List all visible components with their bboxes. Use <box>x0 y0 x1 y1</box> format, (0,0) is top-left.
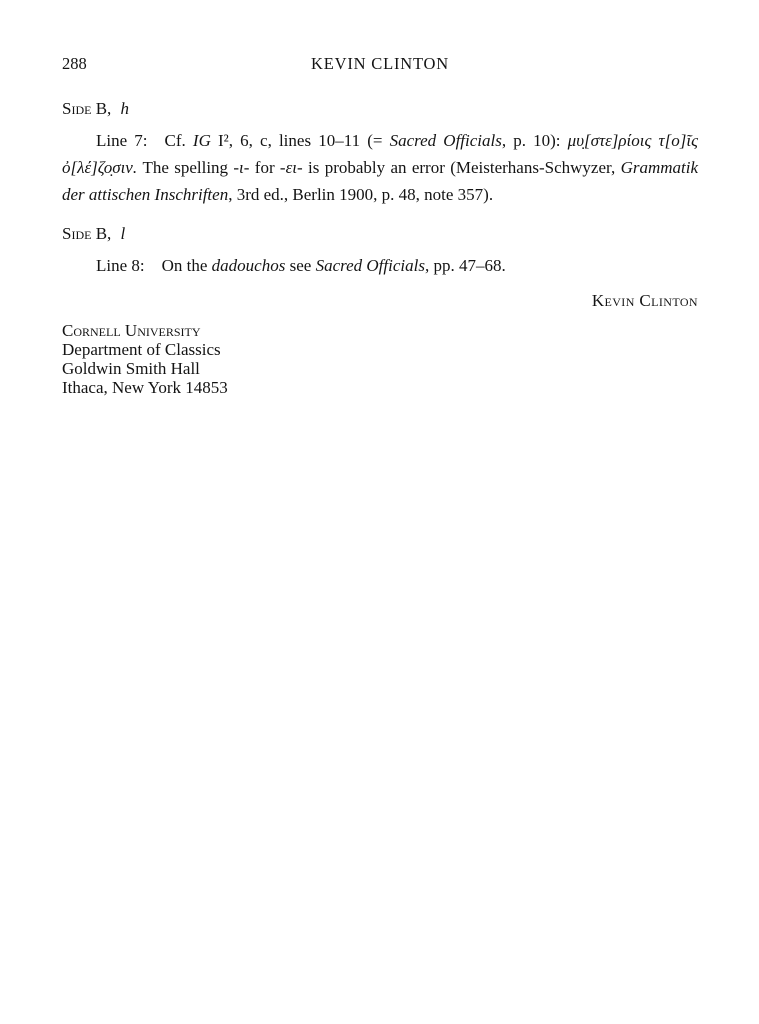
text-column <box>62 54 698 397</box>
text-run-italic: Sacred Officials <box>389 131 502 150</box>
text-run: - for - <box>243 158 286 177</box>
section-heading-side-b-h <box>62 99 698 119</box>
address-line: Department of Classics <box>62 340 221 359</box>
institution-name: Cornell University <box>62 321 201 340</box>
running-header <box>62 54 698 74</box>
text-run-italic: IG <box>192 131 211 150</box>
text-run: see <box>285 256 316 275</box>
text-run-italic: Grammatik der attischen Inschriften <box>62 158 699 204</box>
greek-text-run: μυ̣[στε]ρίοις τ[ο]ῖς ὀ[λέ]ζο̣σιν. <box>62 131 698 177</box>
text-run: Line 7: Cf. <box>96 131 193 150</box>
line7-commentary <box>62 127 698 208</box>
section-heading-side-b-l <box>62 224 698 244</box>
text-run-italic: dadouchos <box>211 256 286 275</box>
section-heading-item: h <box>120 99 130 118</box>
text-run: , pp. 47–68. <box>424 256 506 275</box>
text-run: , p. 10): <box>501 131 568 150</box>
greek-text-run: ει <box>285 158 298 177</box>
section-heading-item: l <box>120 224 126 243</box>
text-run: , 3rd ed., Berlin 1900, p. 48, note 357). <box>228 185 494 204</box>
address-line: Goldwin Smith Hall <box>62 359 200 378</box>
section-heading-label: Side B, <box>62 224 112 243</box>
address-line: Ithaca, New York 14853 <box>62 378 228 397</box>
text-run: The spelling - <box>137 158 240 177</box>
line8-commentary <box>62 252 698 279</box>
text-run-italic: Sacred Officials <box>315 256 425 275</box>
text-run: Line 8: On the <box>96 256 212 275</box>
section-heading-label: Side B, <box>62 99 112 118</box>
author-signature: Kevin Clinton <box>591 291 698 310</box>
page-number: 288 <box>62 54 87 73</box>
text-run: - is probably an error (Meisterhans-Schwyzer, <box>297 158 621 177</box>
greek-text-run: ι <box>239 158 244 177</box>
author-address-block <box>62 321 698 397</box>
text-run: I², 6, c, lines 10–11 (= <box>210 131 390 150</box>
running-head-title: KEVIN CLINTON <box>311 54 449 73</box>
